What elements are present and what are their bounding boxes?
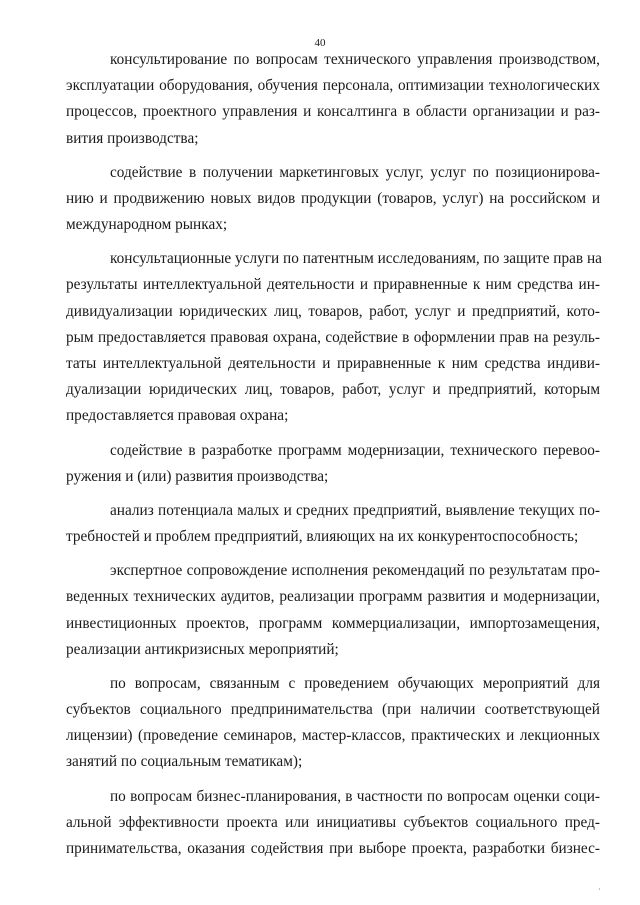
page-number: 40 bbox=[314, 37, 326, 49]
text-line: веденных технических аудитов, реализации программ развития и модернизации, bbox=[66, 588, 600, 606]
text-line: принимательства, оказания содействия при выборе проекта, разработки бизнес- bbox=[66, 839, 600, 857]
paragraph bbox=[66, 498, 600, 550]
text-line: предоставляется правовая охрана; bbox=[66, 407, 289, 425]
paragraph bbox=[66, 671, 600, 776]
body-text bbox=[66, 47, 600, 870]
paragraph bbox=[66, 558, 600, 663]
text-line: консультирование по вопросам технического управления производством, bbox=[110, 51, 600, 68]
text-line: содействие в получении маркетинговых услуг, услуг по позиционирова- bbox=[110, 163, 600, 181]
text-line: лицензии) (проведение семинаров, мастер-классов, практических и лекционных bbox=[66, 727, 600, 745]
text-line: занятий по социальным тематикам); bbox=[66, 753, 303, 771]
text-line: процессов, проектного управления и консалтинга в области организации и раз- bbox=[66, 103, 600, 121]
paragraph bbox=[66, 438, 600, 490]
paragraph bbox=[66, 784, 600, 863]
text-line: по вопросам бизнес-планирования, в частности по вопросам оценки соци- bbox=[110, 787, 600, 805]
text-line: рым предоставляется правовая охрана, содействие в оформлении прав на резуль- bbox=[66, 328, 600, 346]
text-line: по вопросам, связанным с проведением обучающих мероприятий для bbox=[110, 674, 600, 692]
text-line: результаты интеллектуальной деятельности и приравненные к ним средства ин- bbox=[66, 276, 600, 294]
text-line: требностей и проблем предприятий, влияющих на их конкурентоспособность; bbox=[66, 528, 579, 546]
text-line: таты интеллектуальной деятельности и приравненные к ним средства индиви- bbox=[66, 355, 600, 373]
text-line: содействие в разработке программ модернизации, технического перевоо- bbox=[110, 441, 600, 459]
paragraph bbox=[66, 47, 600, 152]
text-line: альной эффективности проекта или инициативы субъектов социального пред- bbox=[66, 813, 600, 831]
text-line: нию и продвижению новых видов продукции (товаров, услуг) на российском и bbox=[66, 189, 600, 207]
text-line: экспертное сопровождение исполнения рекомендаций по результатам про- bbox=[110, 562, 600, 580]
text-line: дивидуализации юридических лиц, товаров, работ, услуг и предприятий, кото- bbox=[66, 302, 600, 320]
text-line: ружения и (или) развития производства; bbox=[66, 467, 329, 485]
text-line: реализации антикризисных мероприятий; bbox=[66, 640, 339, 658]
text-line: вития производства; bbox=[66, 129, 199, 147]
text-line: анализ потенциала малых и средних предприятий, выявление текущих по- bbox=[110, 501, 600, 519]
text-line: инвестиционных проектов, программ коммерциализации, импортозамещения, bbox=[66, 614, 600, 632]
text-line: субъектов социального предпринимательства (при наличии соответствующей bbox=[66, 701, 600, 719]
paragraph bbox=[66, 246, 600, 429]
text-line: дуализации юридических лиц, товаров, работ, услуг и предприятий, которым bbox=[66, 381, 600, 399]
scan-mark: · bbox=[598, 885, 601, 894]
text-line: эксплуатации оборудования, обучения персонала, оптимизации технологических bbox=[66, 77, 600, 95]
text-line: консультационные услуги по патентным исследованиям, по защите прав на bbox=[110, 250, 602, 268]
paragraph bbox=[66, 160, 600, 239]
text-line: международном рынках; bbox=[66, 216, 228, 234]
